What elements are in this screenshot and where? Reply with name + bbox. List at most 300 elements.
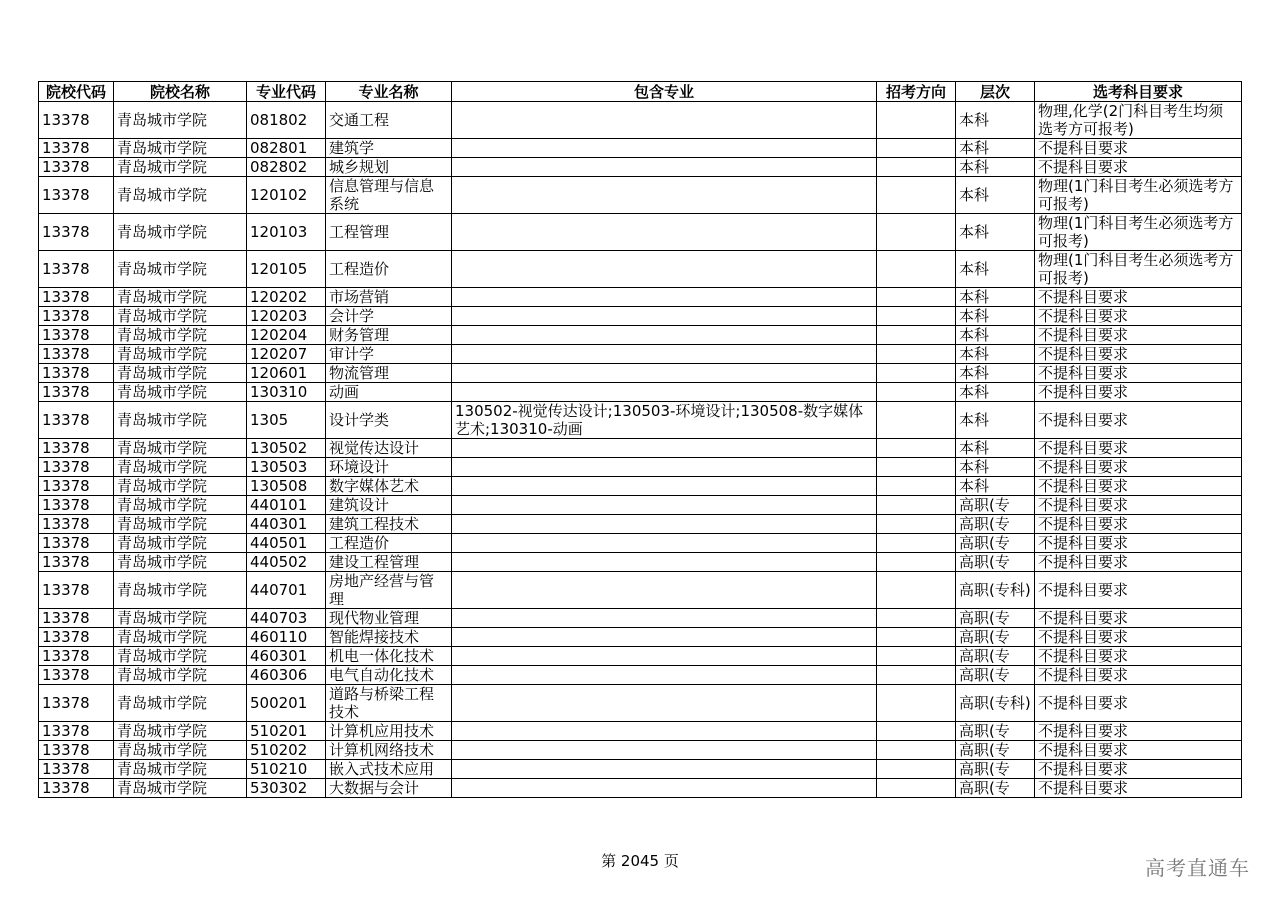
cell-subject-requirement <box>1035 515 1242 534</box>
cell-direction <box>877 326 956 345</box>
cell-major-name <box>326 609 452 628</box>
cell-school-code-text: 13378 <box>42 458 90 476</box>
cell-level-text: 本科 <box>959 477 990 495</box>
cell-school-name <box>114 666 247 685</box>
cell-subject-requirement <box>1035 458 1242 477</box>
cell-subject-requirement <box>1035 609 1242 628</box>
cell-included-majors <box>452 364 877 383</box>
cell-level <box>956 458 1035 477</box>
cell-direction <box>877 647 956 666</box>
cell-subject-requirement <box>1035 666 1242 685</box>
cell-subject-requirement-text: 不提科目要求 <box>1038 439 1129 457</box>
cell-level <box>956 685 1035 722</box>
cell-major-code-text: 120103 <box>250 223 308 241</box>
cell-level <box>956 214 1035 251</box>
cell-major-name-text: 信息管理与信息系统 <box>329 177 435 213</box>
cell-major-name-text: 电气自动化技术 <box>329 666 435 684</box>
table-row <box>39 307 1242 326</box>
cell-major-code <box>247 158 326 177</box>
cell-direction <box>877 139 956 158</box>
cell-included-majors <box>452 534 877 553</box>
cell-school-code <box>39 139 114 158</box>
cell-subject-requirement-text: 不提科目要求 <box>1038 628 1129 646</box>
table-row <box>39 326 1242 345</box>
cell-level-text: 本科 <box>959 158 990 176</box>
cell-level <box>956 741 1035 760</box>
cell-subject-requirement <box>1035 288 1242 307</box>
cell-major-name <box>326 496 452 515</box>
cell-major-name-text: 智能焊接技术 <box>329 628 420 646</box>
cell-subject-requirement-text: 物理(1门科目考生必须选考方可报考) <box>1038 214 1234 250</box>
cell-level <box>956 779 1035 798</box>
cell-subject-requirement-text: 不提科目要求 <box>1038 345 1129 363</box>
table-row <box>39 553 1242 572</box>
cell-included-majors <box>452 515 877 534</box>
cell-major-code <box>247 722 326 741</box>
cell-subject-requirement <box>1035 102 1242 139</box>
cell-major-code <box>247 534 326 553</box>
cell-subject-requirement-text: 不提科目要求 <box>1038 647 1129 665</box>
cell-level-text: 高职(专 <box>959 760 1010 778</box>
cell-major-code-text: 120202 <box>250 288 308 306</box>
cell-school-name-text: 青岛城市学院 <box>117 260 208 278</box>
cell-major-name-text: 房地产经营与管理 <box>329 572 435 608</box>
cell-major-code-text: 440501 <box>250 534 308 552</box>
cell-major-code-text: 1305 <box>250 411 289 429</box>
cell-included-majors <box>452 345 877 364</box>
cell-subject-requirement <box>1035 553 1242 572</box>
cell-subject-requirement-text: 不提科目要求 <box>1038 515 1129 533</box>
cell-school-code-text: 13378 <box>42 307 90 325</box>
header-row <box>39 82 1242 102</box>
cell-school-name-text: 青岛城市学院 <box>117 722 208 740</box>
cell-school-code-text: 13378 <box>42 158 90 176</box>
cell-major-code <box>247 402 326 439</box>
cell-subject-requirement-text: 物理,化学(2门科目考生均须选考方可报考) <box>1038 102 1224 138</box>
cell-major-code <box>247 609 326 628</box>
cell-level-text: 本科 <box>959 345 990 363</box>
cell-level <box>956 177 1035 214</box>
cell-major-code-text: 120203 <box>250 307 308 325</box>
cell-school-name-text: 青岛城市学院 <box>117 694 208 712</box>
cell-direction <box>877 553 956 572</box>
cell-subject-requirement-text: 不提科目要求 <box>1038 779 1129 797</box>
cell-major-name <box>326 288 452 307</box>
cell-included-majors <box>452 439 877 458</box>
cell-school-code <box>39 402 114 439</box>
cell-school-code-text: 13378 <box>42 647 90 665</box>
cell-direction <box>877 685 956 722</box>
table-row <box>39 741 1242 760</box>
cell-school-code <box>39 158 114 177</box>
cell-school-code-text: 13378 <box>42 609 90 627</box>
cell-school-name-text: 青岛城市学院 <box>117 477 208 495</box>
cell-major-code-text: 460110 <box>250 628 308 646</box>
cell-major-code-text: 460301 <box>250 647 308 665</box>
table-row <box>39 609 1242 628</box>
cell-major-code <box>247 345 326 364</box>
cell-major-name <box>326 685 452 722</box>
cell-major-name <box>326 458 452 477</box>
cell-major-name-text: 嵌入式技术应用 <box>329 760 435 778</box>
cell-major-code <box>247 139 326 158</box>
cell-major-name-text: 数字媒体艺术 <box>329 477 420 495</box>
cell-subject-requirement-text: 不提科目要求 <box>1038 288 1129 306</box>
cell-level-text: 高职(专 <box>959 553 1010 571</box>
cell-major-name <box>326 515 452 534</box>
table-row <box>39 402 1242 439</box>
cell-school-name <box>114 102 247 139</box>
cell-major-code <box>247 214 326 251</box>
cell-major-name <box>326 779 452 798</box>
cell-direction <box>877 251 956 288</box>
cell-major-code <box>247 741 326 760</box>
cell-subject-requirement-text: 不提科目要求 <box>1038 534 1129 552</box>
cell-school-code-text: 13378 <box>42 666 90 684</box>
cell-school-name <box>114 288 247 307</box>
cell-direction <box>877 722 956 741</box>
table-row <box>39 364 1242 383</box>
cell-school-code-text: 13378 <box>42 515 90 533</box>
cell-subject-requirement <box>1035 534 1242 553</box>
cell-school-code-text: 13378 <box>42 760 90 778</box>
table-row <box>39 158 1242 177</box>
cell-major-name-text: 城乡规划 <box>329 158 390 176</box>
cell-subject-requirement <box>1035 177 1242 214</box>
cell-subject-requirement <box>1035 722 1242 741</box>
cell-school-code-text: 13378 <box>42 439 90 457</box>
table-row <box>39 515 1242 534</box>
cell-subject-requirement-text: 物理(1门科目考生必须选考方可报考) <box>1038 251 1234 287</box>
cell-level <box>956 139 1035 158</box>
cell-school-code <box>39 177 114 214</box>
cell-major-code-text: 530302 <box>250 779 308 797</box>
cell-school-name-text: 青岛城市学院 <box>117 628 208 646</box>
cell-school-name <box>114 177 247 214</box>
cell-subject-requirement-text: 不提科目要求 <box>1038 158 1129 176</box>
cell-direction <box>877 102 956 139</box>
cell-school-code <box>39 383 114 402</box>
cell-school-name-text: 青岛城市学院 <box>117 158 208 176</box>
cell-major-code <box>247 779 326 798</box>
cell-major-code <box>247 177 326 214</box>
cell-school-code-text: 13378 <box>42 111 90 129</box>
cell-subject-requirement-text: 不提科目要求 <box>1038 364 1129 382</box>
cell-major-code-text: 460306 <box>250 666 308 684</box>
cell-subject-requirement-text: 不提科目要求 <box>1038 760 1129 778</box>
cell-school-name-text: 青岛城市学院 <box>117 139 208 157</box>
cell-subject-requirement <box>1035 779 1242 798</box>
cell-included-majors <box>452 779 877 798</box>
cell-level-text: 本科 <box>959 307 990 325</box>
cell-level <box>956 666 1035 685</box>
cell-level-text: 本科 <box>959 411 990 429</box>
cell-direction <box>877 496 956 515</box>
cell-major-code <box>247 364 326 383</box>
cell-major-name <box>326 666 452 685</box>
cell-major-code-text: 130310 <box>250 383 308 401</box>
cell-school-code-text: 13378 <box>42 383 90 401</box>
cell-school-name <box>114 572 247 609</box>
cell-school-name <box>114 251 247 288</box>
cell-included-majors <box>452 666 877 685</box>
cell-major-code-text: 120105 <box>250 260 308 278</box>
cell-included-majors <box>452 741 877 760</box>
cell-level-text: 高职(专 <box>959 722 1010 740</box>
cell-major-code-text: 082802 <box>250 158 308 176</box>
header-school-code: 院校代码 <box>39 82 114 102</box>
cell-major-name-text: 会计学 <box>329 307 375 325</box>
cell-direction <box>877 628 956 647</box>
cell-included-majors <box>452 477 877 496</box>
table-row <box>39 477 1242 496</box>
cell-school-name-text: 青岛城市学院 <box>117 666 208 684</box>
cell-major-code-text: 440502 <box>250 553 308 571</box>
cell-direction <box>877 779 956 798</box>
cell-level <box>956 722 1035 741</box>
table-row <box>39 572 1242 609</box>
cell-level-text: 高职(专科) <box>959 694 1031 712</box>
table-row <box>39 345 1242 364</box>
cell-level-text: 本科 <box>959 439 990 457</box>
cell-level <box>956 364 1035 383</box>
cell-level-text: 本科 <box>959 458 990 476</box>
cell-school-name-text: 青岛城市学院 <box>117 111 208 129</box>
cell-level <box>956 496 1035 515</box>
cell-major-name <box>326 572 452 609</box>
cell-major-name-text: 交通工程 <box>329 111 390 129</box>
cell-major-code-text: 120207 <box>250 345 308 363</box>
table-row <box>39 177 1242 214</box>
cell-direction <box>877 364 956 383</box>
cell-direction <box>877 477 956 496</box>
cell-level <box>956 326 1035 345</box>
cell-major-name-text: 工程造价 <box>329 534 390 552</box>
cell-major-name-text: 建筑工程技术 <box>329 515 420 533</box>
cell-school-name <box>114 326 247 345</box>
cell-major-name <box>326 477 452 496</box>
cell-major-name <box>326 307 452 326</box>
cell-subject-requirement-text: 不提科目要求 <box>1038 326 1129 344</box>
cell-school-code-text: 13378 <box>42 741 90 759</box>
cell-included-majors <box>452 402 877 439</box>
cell-school-code <box>39 760 114 779</box>
cell-subject-requirement <box>1035 572 1242 609</box>
table-row <box>39 647 1242 666</box>
cell-major-name <box>326 214 452 251</box>
cell-school-name-text: 青岛城市学院 <box>117 345 208 363</box>
cell-school-name-text: 青岛城市学院 <box>117 534 208 552</box>
cell-school-code <box>39 779 114 798</box>
cell-subject-requirement-text: 不提科目要求 <box>1038 307 1129 325</box>
cell-level-text: 本科 <box>959 223 990 241</box>
table-row <box>39 760 1242 779</box>
table-body <box>39 102 1242 798</box>
cell-subject-requirement <box>1035 383 1242 402</box>
cell-school-name <box>114 685 247 722</box>
cell-major-code <box>247 496 326 515</box>
cell-included-majors <box>452 139 877 158</box>
cell-major-name <box>326 177 452 214</box>
cell-included-majors <box>452 572 877 609</box>
cell-major-name <box>326 741 452 760</box>
cell-major-name <box>326 628 452 647</box>
cell-major-code <box>247 307 326 326</box>
cell-school-code-text: 13378 <box>42 345 90 363</box>
cell-school-code <box>39 685 114 722</box>
cell-school-code <box>39 458 114 477</box>
cell-major-name-text: 机电一体化技术 <box>329 647 435 665</box>
cell-school-code-text: 13378 <box>42 186 90 204</box>
cell-direction <box>877 402 956 439</box>
cell-school-code-text: 13378 <box>42 260 90 278</box>
cell-school-name <box>114 139 247 158</box>
cell-level-text: 高职(专 <box>959 515 1010 533</box>
cell-school-name <box>114 515 247 534</box>
cell-major-name <box>326 364 452 383</box>
cell-major-name-text: 建筑设计 <box>329 496 390 514</box>
cell-school-code-text: 13378 <box>42 553 90 571</box>
cell-school-name <box>114 364 247 383</box>
header-school-name: 院校名称 <box>114 82 247 102</box>
cell-major-code <box>247 553 326 572</box>
cell-school-name <box>114 534 247 553</box>
cell-subject-requirement-text: 不提科目要求 <box>1038 722 1129 740</box>
cell-major-name <box>326 534 452 553</box>
cell-school-name-text: 青岛城市学院 <box>117 439 208 457</box>
cell-included-majors <box>452 177 877 214</box>
cell-included-majors <box>452 685 877 722</box>
cell-school-code <box>39 345 114 364</box>
cell-major-code <box>247 102 326 139</box>
cell-school-name-text: 青岛城市学院 <box>117 411 208 429</box>
cell-major-name <box>326 251 452 288</box>
cell-level <box>956 251 1035 288</box>
cell-major-code <box>247 326 326 345</box>
cell-included-majors <box>452 251 877 288</box>
cell-major-name-text: 审计学 <box>329 345 375 363</box>
cell-subject-requirement <box>1035 439 1242 458</box>
cell-school-name <box>114 647 247 666</box>
cell-direction <box>877 288 956 307</box>
cell-major-code-text: 500201 <box>250 694 308 712</box>
cell-school-code <box>39 288 114 307</box>
cell-level-text: 本科 <box>959 326 990 344</box>
cell-major-code <box>247 628 326 647</box>
cell-subject-requirement-text: 不提科目要求 <box>1038 581 1129 599</box>
cell-major-name <box>326 553 452 572</box>
cell-major-code <box>247 383 326 402</box>
cell-major-name-text: 市场营销 <box>329 288 390 306</box>
cell-school-code <box>39 666 114 685</box>
table-row <box>39 628 1242 647</box>
cell-included-majors <box>452 383 877 402</box>
cell-school-code-text: 13378 <box>42 722 90 740</box>
cell-school-name <box>114 760 247 779</box>
cell-level <box>956 534 1035 553</box>
cell-level <box>956 553 1035 572</box>
cell-direction <box>877 177 956 214</box>
table-row <box>39 251 1242 288</box>
cell-major-name-text: 设计学类 <box>329 411 390 429</box>
cell-school-code-text: 13378 <box>42 534 90 552</box>
cell-school-code <box>39 647 114 666</box>
cell-major-name-text: 计算机网络技术 <box>329 741 435 759</box>
cell-school-name <box>114 496 247 515</box>
cell-major-code-text: 082801 <box>250 139 308 157</box>
cell-level <box>956 439 1035 458</box>
cell-major-name-text: 工程造价 <box>329 260 390 278</box>
cell-major-name <box>326 326 452 345</box>
cell-major-code-text: 130508 <box>250 477 308 495</box>
cell-school-code-text: 13378 <box>42 779 90 797</box>
cell-subject-requirement <box>1035 741 1242 760</box>
table-row <box>39 458 1242 477</box>
cell-school-code <box>39 439 114 458</box>
cell-school-name-text: 青岛城市学院 <box>117 364 208 382</box>
cell-major-name <box>326 383 452 402</box>
table-row <box>39 534 1242 553</box>
cell-included-majors-text: 130502-视觉传达设计;130503-环境设计;130508-数字媒体艺术;130310-动画 <box>455 402 864 438</box>
cell-major-code-text: 440101 <box>250 496 308 514</box>
table-row <box>39 383 1242 402</box>
cell-school-name-text: 青岛城市学院 <box>117 383 208 401</box>
cell-included-majors <box>452 288 877 307</box>
cell-school-code-text: 13378 <box>42 288 90 306</box>
cell-subject-requirement <box>1035 760 1242 779</box>
cell-major-code-text: 510202 <box>250 741 308 759</box>
cell-school-name <box>114 628 247 647</box>
cell-subject-requirement <box>1035 647 1242 666</box>
cell-school-code <box>39 741 114 760</box>
cell-school-code-text: 13378 <box>42 223 90 241</box>
cell-included-majors <box>452 214 877 251</box>
cell-major-name <box>326 760 452 779</box>
header-direction: 招考方向 <box>877 82 956 102</box>
cell-school-name <box>114 741 247 760</box>
table-row <box>39 139 1242 158</box>
cell-major-name <box>326 158 452 177</box>
cell-school-name-text: 青岛城市学院 <box>117 779 208 797</box>
cell-level <box>956 345 1035 364</box>
cell-major-name-text: 计算机应用技术 <box>329 722 435 740</box>
cell-level <box>956 760 1035 779</box>
cell-subject-requirement-text: 不提科目要求 <box>1038 741 1129 759</box>
cell-school-code <box>39 496 114 515</box>
cell-subject-requirement <box>1035 307 1242 326</box>
cell-subject-requirement <box>1035 496 1242 515</box>
cell-major-name <box>326 139 452 158</box>
cell-school-name-text: 青岛城市学院 <box>117 326 208 344</box>
cell-major-name-text: 物流管理 <box>329 364 390 382</box>
cell-school-name <box>114 158 247 177</box>
cell-included-majors <box>452 609 877 628</box>
cell-school-name <box>114 779 247 798</box>
cell-level <box>956 609 1035 628</box>
cell-direction <box>877 515 956 534</box>
cell-school-name-text: 青岛城市学院 <box>117 307 208 325</box>
cell-level-text: 高职(专 <box>959 779 1010 797</box>
cell-school-code-text: 13378 <box>42 139 90 157</box>
cell-major-code <box>247 760 326 779</box>
cell-school-code-text: 13378 <box>42 628 90 646</box>
cell-subject-requirement <box>1035 628 1242 647</box>
cell-major-name <box>326 102 452 139</box>
cell-level-text: 高职(专 <box>959 666 1010 684</box>
cell-major-name <box>326 345 452 364</box>
cell-direction <box>877 214 956 251</box>
cell-major-code <box>247 685 326 722</box>
